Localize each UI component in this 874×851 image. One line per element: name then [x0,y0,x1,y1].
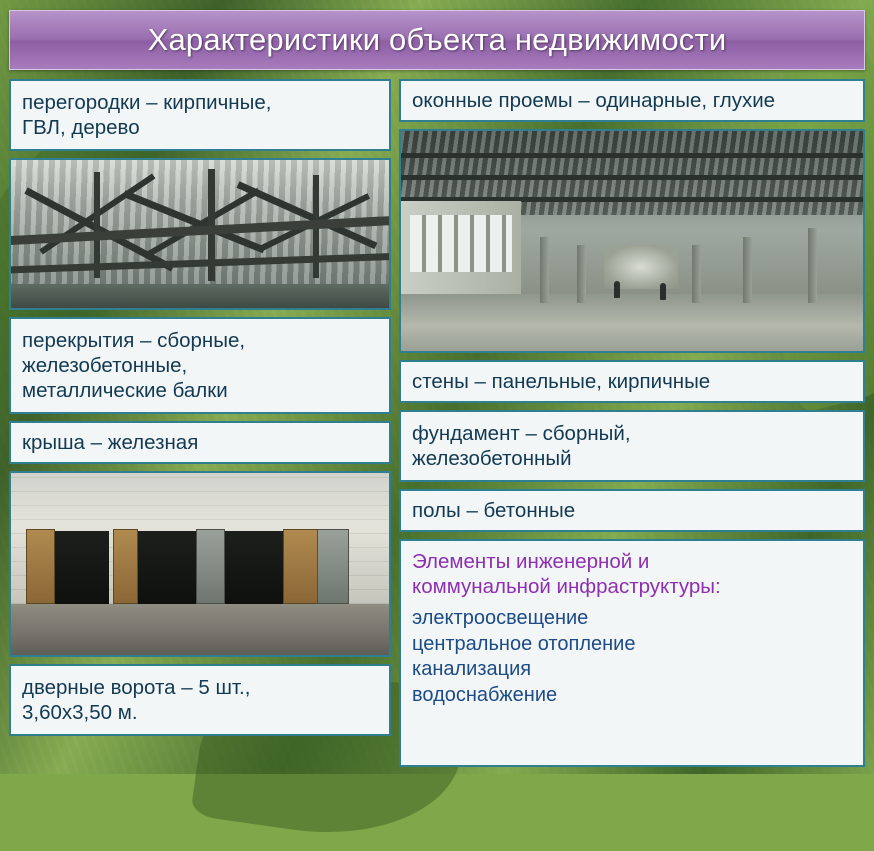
floors-material-card [399,489,865,532]
foundation-line2: железобетонный [412,447,572,470]
photo-column [692,245,701,302]
photo-windows [410,215,512,272]
photo-column [743,237,752,303]
photo-person [614,281,620,298]
foundation-card [399,410,865,482]
floors-structure-line1: перекрытия – сборные, [22,329,246,352]
photo-column [540,237,549,303]
garage-doors-photo [9,471,391,657]
floors-structure-line3: металлические балки [22,379,228,402]
roof-material-text: крыша – железная [22,431,199,454]
gates-card [9,664,391,736]
garage-door-leaf [317,529,349,604]
garage-door-leaf [196,529,224,604]
infrastructure-heading-line2: коммунальной инфраструктуры: [412,574,721,598]
ceiling-beam [401,153,863,158]
list-item: канализация [412,658,532,681]
partitions-text-line1: перегородки – кирпичные, [22,91,272,114]
partitions-text-line2: ГВЛ, дерево [22,116,140,139]
garage-opening [136,531,196,604]
slide-title-bar [9,10,865,70]
floors-structure-card [9,317,391,414]
roof-trusses-photo [9,158,391,310]
list-item: водоснабжение [412,683,558,706]
gates-text-line2: 3,60х3,50 м. [22,701,138,724]
infrastructure-heading-line1: Элементы инженерной и [412,550,650,573]
list-item: центральное отопление [412,632,636,655]
infrastructure-list [412,606,852,708]
infrastructure-heading [412,550,852,599]
garage-opening [223,531,283,604]
right-column [399,79,865,767]
photo-column [808,228,817,303]
floors-material-text: полы – бетонные [412,499,576,522]
garage-door-leaf [283,529,319,604]
garage-door-leaf [26,529,54,604]
walls-text: стены – панельные, кирпичные [412,370,711,393]
photo-column [577,245,586,302]
photo-ground [11,604,389,655]
ceiling-beam [401,175,863,180]
foundation-line1: фундамент – сборный, [412,422,631,445]
slide-content [9,79,865,767]
photo-sky [11,284,389,308]
floors-structure-line2: железобетонные, [22,354,188,377]
walls-card [399,360,865,403]
list-item: электроосвещение [412,607,589,630]
page-title: Характеристики объекта недвижимости [147,22,727,57]
left-column [9,79,391,767]
windows-text: оконные проемы – одинарные, глухие [412,89,776,112]
truss-chord [9,252,391,274]
photo-person [660,283,666,300]
garage-opening [49,531,109,604]
garage-door-leaf [113,529,138,604]
warehouse-interior-photo [399,129,865,353]
roof-material-card [9,421,391,464]
photo-floor [401,294,863,351]
partitions-card [9,79,391,151]
infrastructure-card [399,539,865,767]
windows-card [399,79,865,122]
truss-diagonal [236,181,377,249]
truss-diagonal [146,188,260,257]
gates-text-line1: дверные ворота – 5 шт., [22,676,251,699]
